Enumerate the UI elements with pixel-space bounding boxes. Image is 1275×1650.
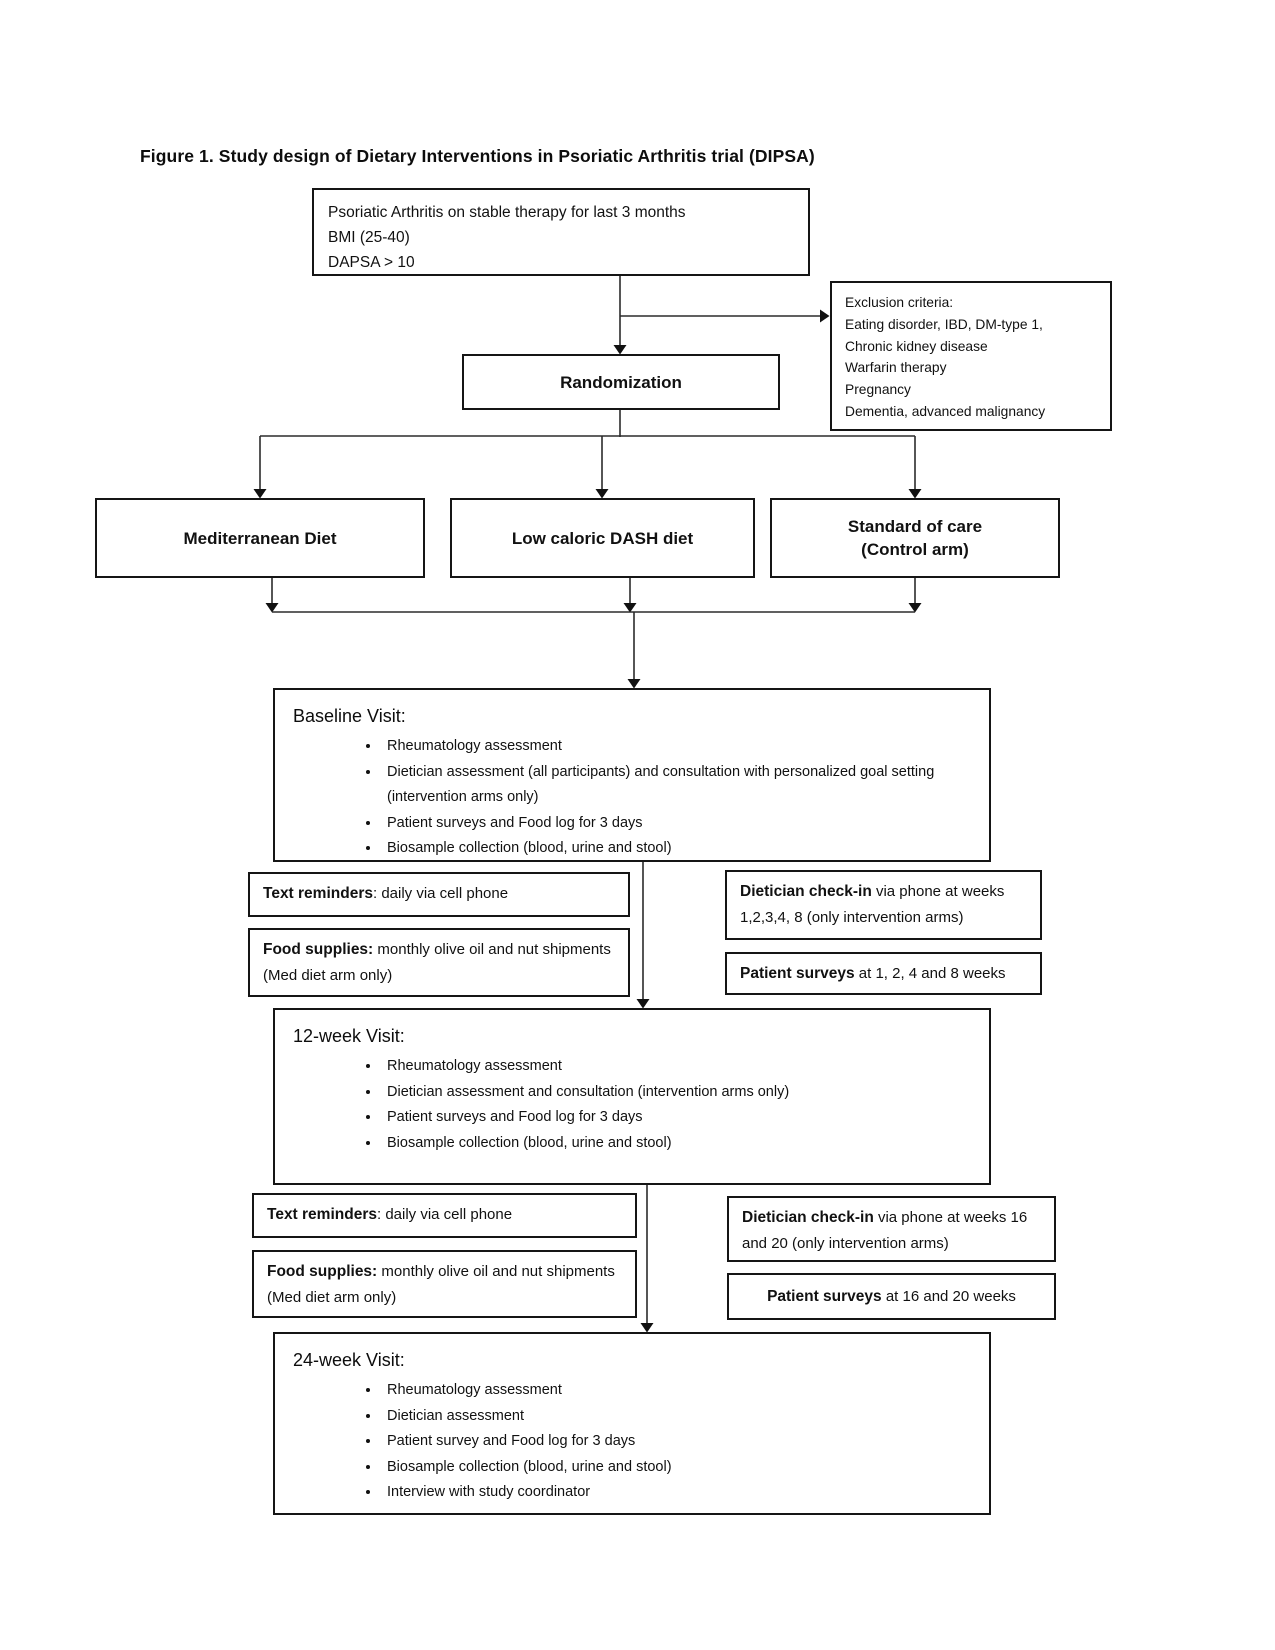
baseline-visit-box <box>273 688 991 862</box>
eligibility-criteria-box <box>312 188 810 276</box>
patient-surveys-rest: at 16 and 20 weeks <box>881 1287 1016 1305</box>
arm-standard-of-care-line2: (Control arm) <box>861 540 969 559</box>
visit-bullet: • Patient survey and Food log for 3 days <box>381 1429 947 1455</box>
patient-surveys-box-1 <box>725 952 1042 995</box>
food-supplies-box-1 <box>248 928 630 997</box>
dietician-checkin-rest: via phone at weeks 1,2,3,4, 8 (only intervention arms) <box>740 883 1005 926</box>
patient-surveys-lead: Patient surveys <box>740 965 855 982</box>
patient-surveys-lead: Patient surveys <box>767 1287 882 1305</box>
text-reminders-box-2 <box>252 1193 637 1238</box>
patient-surveys-rest: at 1, 2, 4 and 8 weeks <box>854 965 1006 982</box>
figure-title: Figure 1. Study design of Dietary Interventions in Psoriatic Arthritis trial (DIPSA) <box>140 146 815 166</box>
eligibility-line: Psoriatic Arthritis on stable therapy for last 3 months <box>328 204 686 221</box>
visit-bullet: • Rheumatology assessment <box>381 1054 947 1080</box>
visit-bullet: • Patient surveys and Food log for 3 days <box>381 811 947 837</box>
week12-visit-box <box>273 1008 991 1185</box>
visit-bullet: • Biosample collection (blood, urine and stool) <box>381 1455 947 1481</box>
week12-visit-list <box>293 1054 971 1156</box>
week24-visit-title: 24-week Visit: <box>293 1350 405 1370</box>
week24-visit-box <box>273 1332 991 1515</box>
patient-surveys-box-2 <box>727 1273 1056 1320</box>
visit-bullet: • Patient surveys and Food log for 3 days <box>381 1105 947 1131</box>
text-reminders-box-1 <box>248 872 630 917</box>
arm-standard-of-care-line1: Standard of care <box>847 517 983 536</box>
visit-bullet: • Interview with study coordinator <box>381 1480 947 1506</box>
food-supplies-box-2 <box>252 1250 637 1318</box>
dietician-checkin-box-1 <box>725 870 1042 940</box>
food-supplies-lead: Food supplies: <box>263 941 374 958</box>
dietician-checkin-lead: Dietician check-in <box>740 883 872 900</box>
visit-bullet: • Dietician assessment (all participants) and consultation with personalized goal setting (intervention arms only) <box>381 760 947 811</box>
dietician-checkin-lead: Dietician check-in <box>742 1209 874 1226</box>
visit-bullet: • Rheumatology assessment <box>381 1378 947 1404</box>
baseline-visit-list <box>293 734 971 862</box>
arm-standard-of-care-box <box>770 498 1060 578</box>
exclusion-line: Pregnancy <box>845 382 911 398</box>
week24-visit-list <box>293 1378 971 1506</box>
eligibility-line: BMI (25-40) <box>328 229 410 246</box>
exclusion-criteria-box <box>830 281 1112 431</box>
dietician-checkin-box-2 <box>727 1196 1056 1262</box>
text-reminders-lead: Text reminders <box>263 885 373 902</box>
food-supplies-rest: monthly olive oil and nut shipments (Med diet arm only) <box>267 1263 615 1306</box>
exclusion-line: Exclusion criteria: <box>845 295 954 310</box>
exclusion-line: Warfarin therapy <box>845 360 947 376</box>
visit-bullet: • Dietician assessment and consultation (intervention arms only) <box>381 1080 947 1106</box>
text-reminders-rest: : daily via cell phone <box>372 885 509 902</box>
arm-low-caloric-dash-diet-box: Low caloric DASH diet <box>450 498 755 578</box>
food-supplies-rest: monthly olive oil and nut shipments (Med diet arm only) <box>263 941 611 984</box>
exclusion-line: Eating disorder, IBD, DM-type 1, <box>845 316 1043 332</box>
arm-mediterranean-diet-box: Mediterranean Diet <box>95 498 425 578</box>
text-reminders-lead: Text reminders <box>267 1206 377 1223</box>
dietician-checkin-rest: via phone at weeks 16 and 20 (only intervention arms) <box>742 1209 1028 1252</box>
visit-bullet: • Dietician assessment <box>381 1404 947 1430</box>
visit-bullet: • Biosample collection (blood, urine and stool) <box>381 1131 947 1157</box>
eligibility-line: DAPSA > 10 <box>328 254 415 271</box>
randomization-box: Randomization <box>462 354 780 410</box>
baseline-visit-title: Baseline Visit: <box>293 706 406 726</box>
visit-bullet: • Rheumatology assessment <box>381 734 947 760</box>
exclusion-line: Chronic kidney disease <box>845 338 988 354</box>
week12-visit-title: 12-week Visit: <box>293 1026 405 1046</box>
exclusion-line: Dementia, advanced malignancy <box>845 403 1046 419</box>
food-supplies-lead: Food supplies: <box>267 1263 378 1280</box>
visit-bullet: • Biosample collection (blood, urine and stool) <box>381 836 947 862</box>
text-reminders-rest: : daily via cell phone <box>376 1206 513 1223</box>
